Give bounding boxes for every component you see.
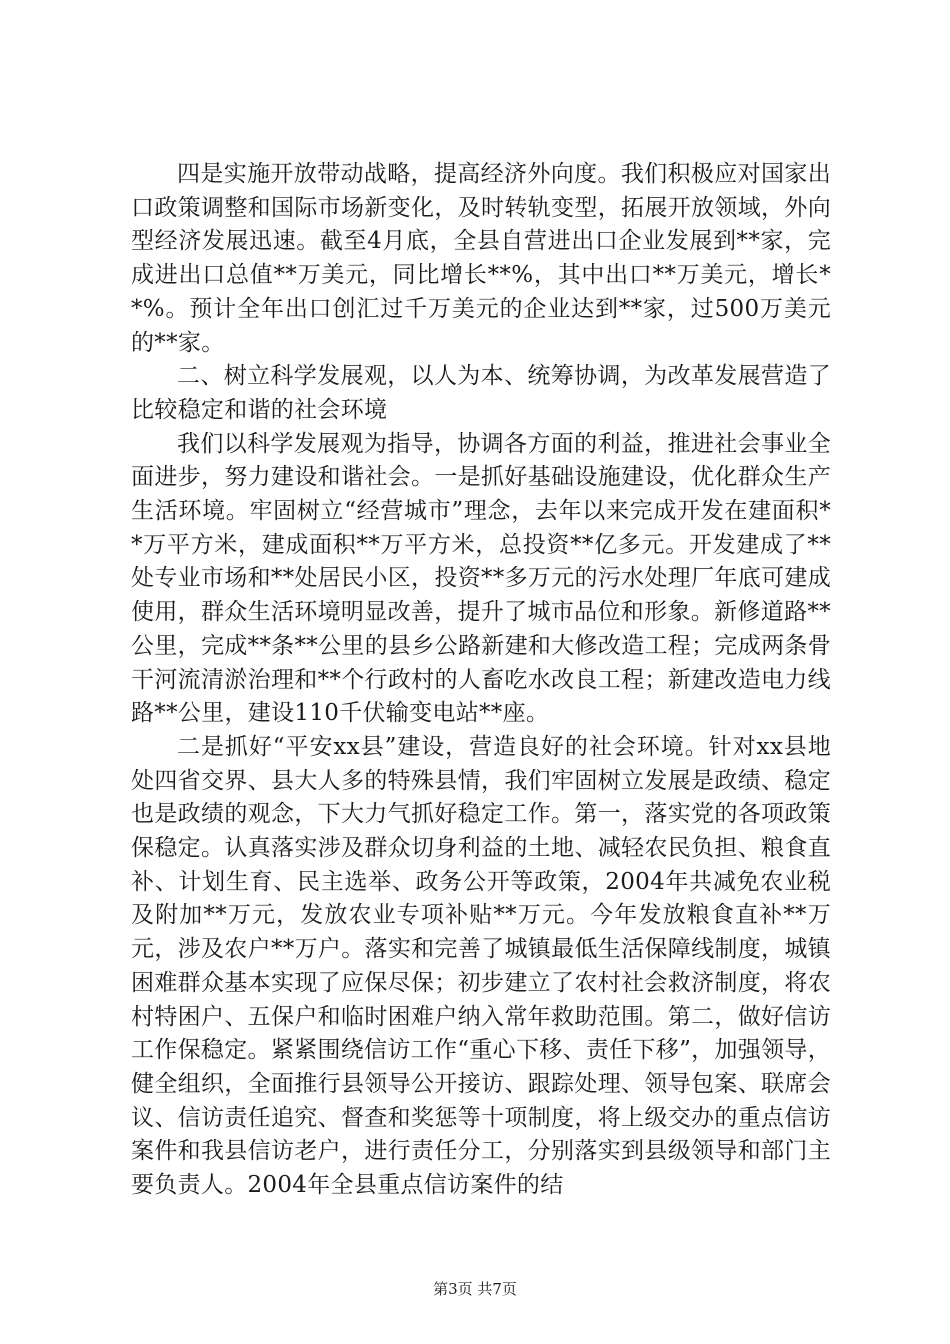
page-footer [0, 1279, 950, 1299]
paragraph-infrastructure: 我们以科学发展观为指导，协调各方面的利益，推进社会事业全面进步，努力建设和谐社会。一是抓好基础设施建设，优化群众生产生活环境。牢固树立“经营城市”理念，去年以来完成开发在建面积**万平方米，建成面积**万平方米，总投资**亿多元。开发建成了**处专业市场和**处居民小区，投资**多万元的污水处理厂年底可建成使用，群众生活环境明显改善，提升了城市品位和形象。新修道路**公里，完成**条**公里的县乡公路新建和大修改造工程；完成两条骨干河流清淤治理和**个行政村的人畜吃水改良工程；新建改造电力线路**公里，建设110千伏输变电站**座。 [131, 430, 831, 727]
paragraph-opening-strategy: 四是实施开放带动战略，提高经济外向度。我们积极应对国家出口政策调整和国际市场新变化，及时转轨变型，拓展开放领域，外向型经济发展迅速。截至4月底，全县自营进出口企业发展到**家，完成进出口总值**万美元，同比增长**%，其中出口**万美元，增长**%。预计全年出口创汇过千万美元的企业达到**家，过500万美元的**家。 [131, 161, 831, 356]
section-heading: 二、树立科学发展观，以人为本、统筹协调，为改革发展营造了比较稳定和谐的社会环境 [131, 363, 831, 423]
paragraph-public-safety: 二是抓好“平安xx县”建设，营造良好的社会环境。针对xx县地处四省交界、县大人多的特殊县情，我们牢固树立发展是政绩、稳定也是政绩的观念，下大力气抓好稳定工作。第一，落实党的各项政策保稳定。认真落实涉及群众切身利益的土地、减轻农民负担、粮食直补、计划生育、民主选举、政务公开等政策，2004年共减免农业税及附加**万元，发放农业专项补贴**万元。今年发放粮食直补**万元，涉及农户**万户。落实和完善了城镇最低生活保障线制度，城镇困难群众基本实现了应保尽保；初步建立了农村社会救济制度，将农村特困户、五保户和临时困难户纳入常年救助范围。第二，做好信访工作保稳定。紧紧围绕信访工作“重心下移、责任下移”，加强领导，健全组织，全面推行县领导公开接访、跟踪处理、领导包案、联席会议、信访责任追究、督查和奖惩等十项制度，将上级交办的重点信访案件和我县信访老户，进行责任分工，分别落实到县级领导和部门主要负责人。2004年全县重点信访案件的结 [131, 733, 831, 1199]
page-number-label: 第3页 共7页 [433, 1280, 517, 1298]
document-body [131, 158, 831, 1203]
